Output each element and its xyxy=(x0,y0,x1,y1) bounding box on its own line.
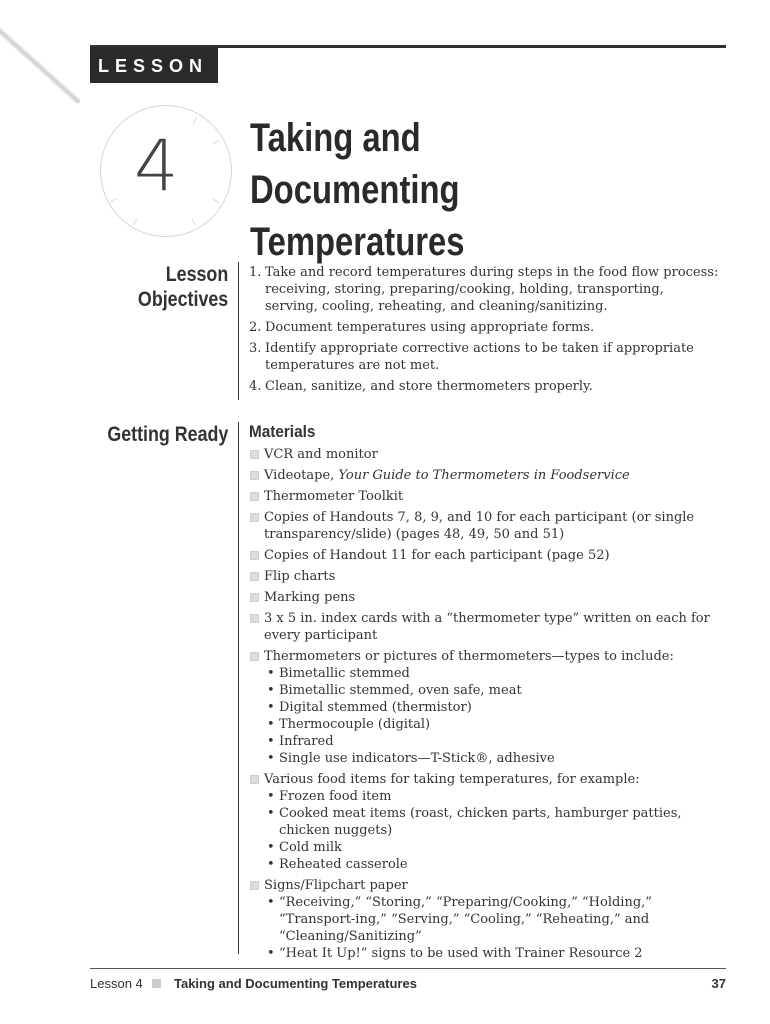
sub-item: • Digital stemmed (thermistor) xyxy=(264,699,719,716)
food-items-list xyxy=(264,788,719,873)
square-bullet-icon xyxy=(250,551,259,560)
square-bullet-icon xyxy=(250,450,259,459)
sub-item: • “Heat It Up!” signs to be used with Trainer Resource 2 xyxy=(264,945,719,962)
sub-item: • Cold milk xyxy=(264,839,719,856)
materials-list xyxy=(249,446,719,962)
signs-list xyxy=(264,894,719,962)
sub-item: • Bimetallic stemmed, oven safe, meat xyxy=(264,682,719,699)
material-item: Copies of Handouts 7, 8, 9, and 10 for each participant (or single transparency/slide) (pages 48, 49, 50 and 51) xyxy=(249,509,719,543)
material-item: Videotape, Your Guide to Thermometers in Foodservice xyxy=(249,467,719,484)
video-title: Your Guide to Thermometers in Foodservice xyxy=(338,468,630,483)
square-bullet-icon xyxy=(250,513,259,522)
getting-ready-section xyxy=(249,422,719,966)
objectives-heading-line-2: Objectives xyxy=(137,288,228,311)
objective-item: 4. Clean, sanitize, and store thermometers properly. xyxy=(249,379,593,394)
square-bullet-icon xyxy=(250,881,259,890)
title-line-2: Temperatures xyxy=(250,220,465,264)
lesson-number: 4 xyxy=(134,125,179,207)
objectives-heading xyxy=(138,262,228,312)
sub-item: • Frozen food item xyxy=(264,788,719,805)
objectives-divider xyxy=(238,262,239,400)
objectives-section xyxy=(249,264,719,399)
objectives-heading-line-1: Lesson xyxy=(165,263,228,286)
material-item: Flip charts xyxy=(249,568,719,585)
material-item: Copies of Handout 11 for each participant (page 52) xyxy=(249,547,719,564)
page-number: 37 xyxy=(711,976,726,991)
footer-square-icon xyxy=(152,979,161,988)
lesson-banner: LESSON xyxy=(90,47,218,83)
square-bullet-icon xyxy=(250,614,259,623)
material-item: Thermometers or pictures of thermometers—types to include: • Bimetallic stemmed • Bimetallic stemmed, oven safe, meat • Digital stemmed (thermistor) • Thermocouple (digital) • Infrared • Single use indicators—T-Stick®, adhesive xyxy=(249,648,719,767)
material-item: 3 x 5 in. index cards with a “thermometer type” written on each for every participant xyxy=(249,610,719,644)
objectives-list xyxy=(249,264,719,395)
getting-ready-heading: Getting Ready xyxy=(106,423,228,446)
material-item: Signs/Flipchart paper • “Receiving,” “Storing,” “Preparing/Cooking,” “Holding,” “Transport-ing,” “Serving,” “Cooling,” “Reheating,” and “Cleaning/Sanitizing” • “Heat It Up!” signs to be used with Trainer Resource 2 xyxy=(249,877,719,962)
objective-item: 3. Identify appropriate corrective actions to be taken if appropriate temperatures are not met. xyxy=(249,341,694,373)
sub-item: • Reheated casserole xyxy=(264,856,719,873)
sub-item: • Bimetallic stemmed xyxy=(264,665,719,682)
footer-lesson: Lesson 4 xyxy=(90,976,143,991)
square-bullet-icon xyxy=(250,593,259,602)
getting-ready-divider xyxy=(238,422,239,954)
sub-item: • Thermocouple (digital) xyxy=(264,716,719,733)
material-item: Various food items for taking temperatures, for example: • Frozen food item • Cooked meat items (roast, chicken parts, hamburger patties, chicken nuggets) • Cold milk • Reheated casserole xyxy=(249,771,719,873)
sub-item: • Infrared xyxy=(264,733,719,750)
objective-item: 2. Document temperatures using appropriate forms. xyxy=(249,320,595,335)
material-item: Marking pens xyxy=(249,589,719,606)
sub-item: • Cooked meat items (roast, chicken parts, hamburger patties, chicken nuggets) xyxy=(264,805,719,839)
square-bullet-icon xyxy=(250,492,259,501)
sub-item: • Single use indicators—T-Stick®, adhesive xyxy=(264,750,719,767)
square-bullet-icon xyxy=(250,775,259,784)
material-item: Thermometer Toolkit xyxy=(249,488,719,505)
footer-title: Taking and Documenting Temperatures xyxy=(174,976,417,991)
materials-heading: Materials xyxy=(249,422,316,441)
footer-rule xyxy=(90,968,726,969)
square-bullet-icon xyxy=(250,471,259,480)
thermometer-types-list xyxy=(264,665,719,767)
sub-item: • “Receiving,” “Storing,” “Preparing/Cooking,” “Holding,” “Transport-ing,” “Serving,” “Cooling,” “Reheating,” and “Cleaning/Sanitizing” xyxy=(264,894,719,945)
material-item: VCR and monitor xyxy=(249,446,719,463)
title-line-1: Taking and Documenting xyxy=(250,116,460,212)
square-bullet-icon xyxy=(250,652,259,661)
page-title xyxy=(250,112,635,268)
square-bullet-icon xyxy=(250,572,259,581)
objective-item: 1. Take and record temperatures during steps in the food flow process: receiving, storing, preparing/cooking, holding, transporting, serving, cooling, reheating, and cleaning/sanitizing. xyxy=(249,265,719,314)
clock-hand-graphic xyxy=(0,0,81,105)
